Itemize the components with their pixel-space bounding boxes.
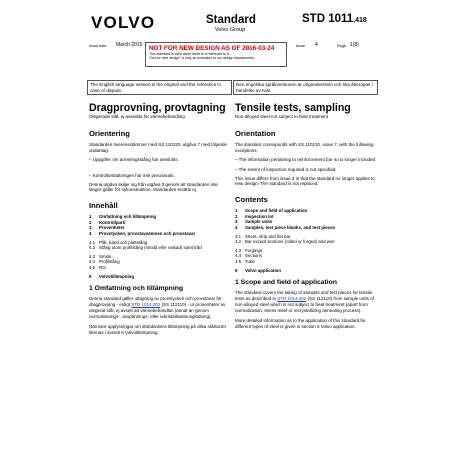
left-section1-text [89,296,227,319]
page-number: 1(8) [350,42,359,48]
left-section1-heading: 1 Omfattning och tillämpning [89,285,184,293]
toc-entry-number: 5 [235,267,238,273]
issue-number: 4 [315,42,318,48]
toc-entry-title: Scope and field of application [245,208,308,214]
toc-entry[interactable] [89,231,227,237]
toc-entry-number: 4.1 [89,239,96,245]
toc-entry-number: 1 [89,214,92,220]
toc-entry-number: 2 [89,219,92,225]
toc-entry[interactable] [235,259,375,265]
left-orientation-heading: Orientering [89,129,130,139]
right-toc [235,208,375,273]
right-orientation-text-2: This issue differs from issue 3 in that the standard no longer applies to new design. The standard is not replaced. [235,175,375,187]
standard-title: Standard [206,14,256,26]
toc-entry-title: Sample units [245,219,273,225]
toc-entry-number: 4.3 [89,253,96,259]
right-orientation-text: The standard corresponds with SS 110120, issue 7, with the following exceptions: [235,142,374,154]
standard-subtitle: Volvo Group [215,27,246,33]
toc-entry-title: Volvotillämpning [99,273,135,279]
document-page [83,8,379,454]
toc-entry-number: 4 [235,224,238,230]
toc-entry-title: Profilstång [99,259,120,265]
toc-entry-number: 5 [89,273,92,279]
language-note-sv: Den engelska språkversionen är originalversion och ska åberopas i händelse av tvist. [233,80,378,95]
toc-entry[interactable] [89,245,227,251]
toc-entry-number: 3 [235,219,238,225]
toc-entry-title: Volvo application [245,267,282,273]
issue-label: Issue [296,44,306,48]
toc-entry-title: Omfattning och tillämpning [99,214,157,220]
right-section1-text [235,290,375,313]
toc-entry-title: Plåt, band och plattstång [99,239,148,245]
toc-entry-number: 4.3 [235,247,242,253]
toc-entry-title: Kontrollparti [99,219,126,225]
toc-entry-title: Provenheter [99,225,125,231]
left-column [89,102,227,336]
standard-number [302,13,367,25]
toc-entry-title: Forgings [245,247,263,253]
left-bullet-2: – Kontrollomfattningen har inte preciserats. [89,172,175,178]
standard-number-suffix: ,418 [353,17,367,24]
toc-entry-number: 3 [89,225,92,231]
toc-entry[interactable] [89,274,227,280]
right-section1-text-b: (SS 112110) from sample units of non-alloyed steel which is not subject to heat treatment (apart from normalization, stress relief or recrystallizing annealing process). [235,295,374,313]
toc-entry-number: 4.2 [89,245,96,251]
right-bullet-2: – The extent of inspection required is not specified. [235,166,337,172]
left-subtitle: Olegerade stål, ej avsedda för värmebehandling [89,114,185,119]
left-section1-text-2: Närmare upplysningar om standardens tillämpning på olika stålsorter lämnas i avsnitt 5 Volvotillämpning. [89,324,227,336]
toc-entry-title: Inspection lot [245,213,274,219]
right-column [235,102,375,330]
issue-date: March 2015 [116,42,143,48]
toc-entry[interactable] [235,268,375,274]
toc-entry-number: 4.4 [235,253,242,259]
toc-entry-number: 4.5 [235,258,242,264]
toc-entry-title: Sheet, strip and flat bar [245,233,291,239]
toc-entry[interactable] [89,265,227,271]
left-section1-text-b: (SS 112110) - ur provenheter av olegerat stål, ej avsett att värmebehandlas (annat än genom normaliserings-, avspännings- eller rekristallisationsglödning). [89,301,226,319]
toc-entry-number: 2 [235,213,238,219]
toc-entry-title: Samples, test piece blanks, and test pieces [245,224,336,230]
volvo-logo: VOLVO [91,13,156,32]
right-title: Tensile tests, sampling [235,102,351,114]
issue-date-label: Issue date [89,44,107,48]
toc-entry-title: Smide [99,253,112,259]
toc-entry-number: 4.5 [89,264,96,270]
right-bullet-1: – The information pertaining to reinforcement bar is no longer included [235,157,375,162]
right-section1-heading: 1 Scope and field of application [235,279,337,287]
toc-entry-number: 4 [89,230,92,236]
right-section1-text-a: The standard covers the taking of samples and test pieces for tensile tests as described in [235,290,373,301]
notice-line-1: This standard is valid when there is a reference to it. [149,52,230,56]
toc-entry-title: Stång utom profilstång (smidd eller valsad) samt tråd [99,245,202,251]
left-title: Dragprovning, provtagning [89,102,226,114]
left-bullet-1: – Uppgifter om armeringsstång har uteslutits. [89,157,179,162]
left-contents-heading: Innehåll [89,201,118,211]
toc-entry-title: Sections [245,253,262,259]
right-std-link[interactable]: STD 1014,202 [277,295,307,301]
not-for-new-design-notice [145,42,287,67]
toc-entry-number: 1 [235,208,238,214]
right-section1-text-2: More detailed information as to the application of this standard for different types of steel is given in section 5 Volvo application. [235,318,366,330]
notice-line-2: "Not for new design" is only an indication to our design departments. [149,56,255,61]
toc-entry[interactable] [235,239,375,245]
page-label: Page [337,44,346,48]
left-section1-text-a: Denna standard gäller uttagning av provstycken och provstavar för dragprovning - enligt [89,296,222,307]
toc-entry-title: Provstycken, provstavsämnen och provstavar [99,230,196,236]
standard-number-main: STD 1011 [302,13,354,25]
notice-red-text: NOT FOR NEW DESIGN AS OF 2016-03-24 [149,45,275,52]
right-subtitle: Non-alloyed steel not subject to heat treatment [235,114,329,119]
toc-entry[interactable] [235,225,375,231]
toc-entry-number: 4.1 [235,233,242,239]
right-contents-heading: Contents [235,195,268,205]
toc-entry-title: Tube [245,258,255,264]
left-toc [89,214,227,279]
toc-entry-number: 4.2 [235,239,242,245]
toc-entry-number: 4.4 [89,259,96,265]
toc-entry-title: Rör [99,264,107,270]
left-orientation-text-2: Denna utgåva skiljer sig från utgåva 3 genom att standarden inte längre gäller för nykonstruktion. Standarden ersätts ej. [89,181,218,193]
left-orientation-text: Standarden överensstämmer med SS 110120, utgåva 7 med följande undantag: [89,142,228,154]
language-note-en: The English language version is the original and the reference in case of dispute. [87,80,232,95]
toc-entry-title: Bar except sections (rolled or forged) and wire [245,239,335,245]
right-orientation-heading: Orientation [235,129,276,139]
left-std-link[interactable]: STD 1014,202 [131,301,161,307]
